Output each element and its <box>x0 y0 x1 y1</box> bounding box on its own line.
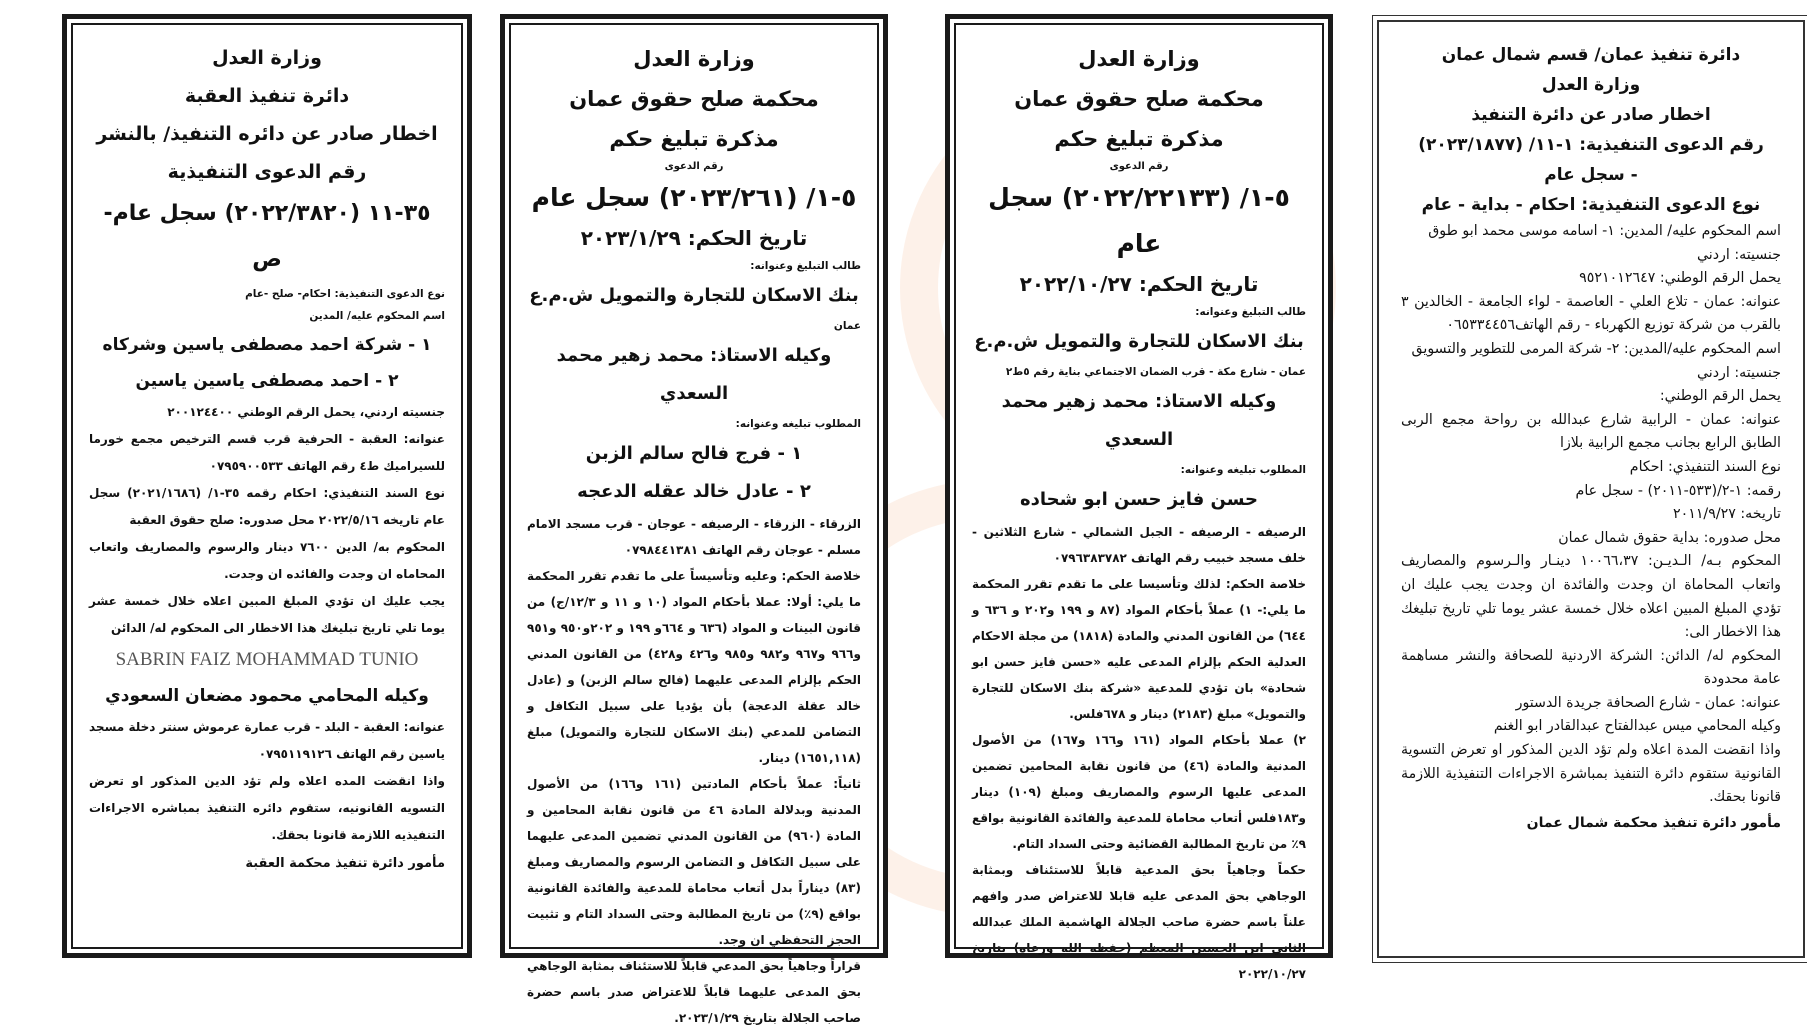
field-label: نوع الدعوى التنفيذية: احكام- صلح -عام <box>245 288 445 300</box>
notice-paragraph: جنسيته: اردني <box>1696 364 1781 381</box>
notice-heading: وزارة العدل <box>1541 75 1641 95</box>
notice-paragraph: واذا انقضت المدة اعلاه ولم تؤد الدين المذكور او تعرض التسوية القانونية ستقوم دائرة التنفيذ بمباشرة الاجراءات التنفيذية اللازمة قانونا بحقك. <box>1401 742 1781 806</box>
notice-paragraph: المحكوم له/ الدائن: الشركة الاردنية للصحافة والنشر مساهمة عامة محدودة <box>1401 647 1781 688</box>
notice-paragraph: واذا انقضت المده اعلاه ولم تؤد الدين المذكور او تعرض التسويه القانونيه، ستقوم دائره التنفيذ بمباشره الاجراءات التنفيذيه اللازمة قانونا بحقك. <box>89 774 445 842</box>
party-name: حسن فايز حسن ابو شحاده <box>1019 489 1259 510</box>
notice-paragraph: ثانياً: عملاً بأحكام المادتين (١٦١ و١٦٦) من الأصول المدنية وبدلالة المادة ٤٦ من قانون نقابة المحامين و المادة (٩٦٠) من القانون المدني تضمين المدعى عليهما على سبيل التكافل و التضامن الرسوم والمصاريف ومبلغ (٨٣) ديناراً بدل أتعاب محاماة للمدعية والفائدة القانونية بواقع (٩٪) من تاريخ المطالبة وحتى السداد التام و تثبيت الحجز التحفظي ان وجد. <box>527 777 862 947</box>
notice-paragraph: الزرقاء - الزرقاء - الرصيفه - عوجان - قرب مسجد الامام مسلم - عوجان رقم الهاتف ٠٧٩٨٤٤١٣٨١ <box>527 517 861 557</box>
notice-paragraph: جنسيته: اردني <box>1696 246 1781 263</box>
notice-heading: اخطار صادر عن دائرة التنفيذ <box>1471 105 1711 125</box>
notice-paragraph: خلاصة الحكم: وعليه وتأسيساً على ما تقدم تقرر المحكمة ما يلي: أولا: عملا بأحكام المواد (١٠ و ١١ و ١٢/٣/ج) من قانون البينات و المواد (٦٣٦ و ٦٦٤و ١٩٩ و ٢٠٢و٩٥٠ و٩٥١ و٩٦٦ و٩٦٧ و٩٨٢ و٩٨٥ و٤٢٦ و٤٢٨) من القانون المدني الحكم بإلزام المدعى عليهما (فالح سالم الزبن) و (عادل خالد عقلة الدعجة) بأن يؤديا على سبيل التكافل و التضامن للمدعي (بنك الاسكان للتجارة والتمويل) مبلغ (١٦٥١,١١٨) دينار. <box>527 569 861 765</box>
case-number: ٥-١/ (٢٠٢٢/٢٢١٣٣) سجل عام <box>988 183 1290 258</box>
notice-aqaba-execution <box>62 14 472 958</box>
notice-heading: دائرة تنفيذ العقبة <box>184 85 350 107</box>
notice-paragraph: عنوانه: عمان - الرابية شارع عبدالله بن رواحة مجمع الربى الطابق الرابع بجانب مجمع الرابية بلازا <box>1401 411 1781 452</box>
notice-paragraph: خلاصة الحكم: لذلك وتأسيسا على ما تقدم تقرر المحكمة ما يلي:- ١) عملاً بأحكام المواد (٨٧ و ١٩٩ و٢٠٢ و ٦٣٦ و ٦٤٤) من القانون المدني والمادة (١٨١٨) من مجلة الاحكام العدلية الحكم بإلزام المدعى عليه «حسن فايز حسن ابو شحادة» بان تؤدي للمدعية «شركة بنك الاسكان للتجارة والتمويل» مبلغ (٢١٨٣) دينار و ٦٧٨فلس. <box>972 577 1306 721</box>
case-number: ٣٥-١١ (٢٠٢٢/٣٨٢٠) سجل عام-ص <box>103 201 431 272</box>
signature-line: مأمور دائرة تنفيذ محكمة شمال عمان <box>1526 814 1781 831</box>
notice-heading: رقم الدعوى التنفيذية <box>167 161 367 183</box>
notice-paragraph: عنوانه: العقبة - الحرفية قرب قسم الترخيص مجمع خورما للسيراميك ط٤ رقم الهاتف ٠٧٩٥٩٠٠٥٣٣ <box>89 432 445 473</box>
notice-paragraph: عنوانه: العقبة - البلد - قرب عمارة عرموش سنتر دخلة مسجد ياسين رقم الهاتف ٠٧٩٥١١٩١٢٦ <box>89 720 445 761</box>
notice-heading: دائرة تنفيذ عمان/ قسم شمال عمان <box>1441 45 1741 65</box>
notice-paragraph: يجب عليك ان تؤدي المبلغ المبين اعلاه خلال خمسة عشر يوما تلي تاريخ تبليغك هذا الاخطار الى المحكوم له/ الدائن <box>89 594 445 635</box>
notice-heading: مذكرة تبليغ حكم <box>1054 127 1224 151</box>
notice-paragraph: حكماً وجاهياً بحق المدعية قابلاً للاستئناف وبمثابة الوجاهي بحق المدعى عليه قابلا للاعتراض صدر وافهم علناً باسم حضرة صاحب الجلالة الهاشمية الملك عبدالله الثاني ابن الحسين المعظم (حفظه الله ورعاه) بتاريخ ٢٠٢٢/١٠/٢٧ <box>972 863 1306 981</box>
notice-paragraph: تاريخه: ٢٠١١/٩/٢٧ <box>1672 506 1781 523</box>
notice-paragraph: عنوانه: عمان - تلاع العلي - العاصمة - لواء الجامعة - الخالدين ٣ بالقرب من شركة توزيع الكهرباء - رقم الهاتف٠٦٥٣٣٤٤٥٦ <box>1401 293 1781 334</box>
field-label: عمان - شارع مكة - قرب الضمان الاجتماعي بناية رقم ٥ط٢ <box>1005 366 1306 378</box>
notice-heading: وزارة العدل <box>633 47 755 71</box>
notice-paragraph: اسم المحكوم عليه/المدين: ٢- شركة المرمى للتطوير والتسويق <box>1411 340 1781 357</box>
party-name: ١ - شركة احمد مصطفى ياسين وشركاه <box>102 335 432 355</box>
notice-paragraph: جنسيته اردني، يحمل الرقم الوطني ٢٠٠١٢٤٤٠٠ <box>167 405 445 419</box>
notice-heading: - سجل عام <box>1544 165 1638 185</box>
field-label: المطلوب تبليغه وعنوانه: <box>735 418 861 430</box>
notice-paragraph: ٢) عملا بأحكام المواد (١٦١ و١٦٦ و١٦٧) من الأصول المدنية والمادة (٤٦) من قانون نقابة المحامين تضمين المدعى عليها الرسوم والمصاريف ومبلغ (١٠٩) دينار و١٨٣فلس أتعاب محاماة للمدعية والفائدة القانونية بواقع ٩٪ من تاريخ المطالبة القضائية وحتى السداد التام. <box>972 733 1306 851</box>
field-label: المطلوب تبليغه وعنوانه: <box>1180 464 1306 476</box>
notice-paragraph: نوع السند التنفيذي: احكام رقمه ٣٥-١/ (٢٠٢١/١٦٨٦) سجل عام تاريخه ٢٠٢٢/٥/١٦ محل صدوره: صلح حقوق العقبة <box>89 486 445 527</box>
notice-paragraph: قراراً وجاهياً بحق المدعي قابلاً للاستئناف بمثابة الوجاهي بحق المدعى عليهما قابلاً للاعتراض صدر باسم حضرة صاحب الجلالة بتاريخ ٢٠٢٣/١/٢٩. <box>527 959 861 1025</box>
notice-paragraph: رقمه: ١-٢/(٥٣٣-٢٠١١) - سجل عام <box>1575 482 1781 499</box>
creditor-name-latin: SABRIN FAIZ MOHAMMAD TUNIO <box>115 649 419 670</box>
party-name: بنك الاسكان للتجارة والتمويل ش.م.ع <box>974 331 1304 352</box>
party-name: وكيله الاستاذ: محمد زهير محمد السعدي <box>1001 391 1277 450</box>
party-name: وكيله المحامي محمود مضعان السعودي <box>105 686 429 706</box>
notice-paragraph: يحمل الرقم الوطني: ٩٥٢١٠١٢٦٤٧ <box>1579 270 1781 287</box>
notice-heading: نوع الدعوى التنفيذية: احكام - بداية - عام <box>1421 195 1761 215</box>
party-name: بنك الاسكان للتجارة والتمويل ش.م.ع <box>529 285 859 306</box>
party-name: وكيله الاستاذ: محمد زهير محمد السعدي <box>556 345 832 404</box>
notice-paragraph: يحمل الرقم الوطني: <box>1659 388 1781 405</box>
notice-heading: وزارة العدل <box>212 47 322 69</box>
notice-paragraph: المحكوم به/ الدين ٧٦٠٠ دينار والرسوم والمصاريف واتعاب المحاماه ان وجدت والفائده ان وجدت. <box>89 540 445 581</box>
party-name: ٢ - عادل خالد عقله الدعجه <box>577 481 811 502</box>
notice-paragraph: نوع السند التنفيذي: احكام <box>1629 458 1781 475</box>
notice-north-amman-execution <box>1377 20 1805 958</box>
field-label: اسم المحكوم عليه/ المدين <box>309 310 445 322</box>
notice-paragraph: اسم المحكوم عليه/ المدين: ١- اسامه موسى محمد ابو طوق <box>1428 223 1781 239</box>
signature-line: مأمور دائرة تنفيذ محكمة العقبة <box>245 856 445 871</box>
notice-paragraph: عنوانه: عمان - شارع الصحافة جريدة الدستور <box>1515 694 1781 711</box>
notice-heading: اخطار صادر عن دائره التنفيذ/ بالنشر <box>96 123 438 145</box>
notice-judgment-2023-261 <box>500 14 888 1025</box>
notice-paragraph: الرصيفه - الرصيفه - الجبل الشمالي - شارع الثلاثين - خلف مسجد خبيب رقم الهاتف ٠٧٩٦٣٨٣٧٨٢ <box>972 525 1306 565</box>
party-name: ٢ - احمد مصطفى ياسين ياسين <box>135 371 399 391</box>
field-label: عمان <box>833 320 861 332</box>
notice-paragraph: محل صدوره: بداية حقوق شمال عمان <box>1558 529 1781 546</box>
case-number: ٥-١/ (٢٠٢٣/٢٦١) سجل عام <box>531 183 857 212</box>
notice-heading: مذكرة تبليغ حكم <box>609 127 779 151</box>
judgment-date: تاريخ الحكم: ٢٠٢٣/١/٢٩ <box>580 226 808 250</box>
case-number-label: رقم الدعوى <box>1109 161 1169 172</box>
party-name: ١ - فرج فالح سالم الزبن <box>585 443 803 464</box>
notice-paragraph: المحكوم بـه/ الـديـن: ١٠٠٦٦،٣٧ دينـار والـرسوم والمصاريف واتعاب المحاماة ان وجدت والفائدة ان وجدت يجب عليك ان تؤدي المبلغ المبين اعلاه خلال خمسة عشر يوما تلي تاريخ تبليغك هذا الاخطار الى: <box>1401 553 1781 641</box>
field-label: طالب التبليغ وعنوانه: <box>750 260 861 272</box>
field-label: طالب التبليغ وعنوانه: <box>1195 306 1306 318</box>
notice-heading: وزارة العدل <box>1078 47 1200 71</box>
notice-judgment-2022-22133 <box>945 14 1333 981</box>
judgment-date: تاريخ الحكم: ٢٠٢٢/١٠/٢٧ <box>1019 272 1259 296</box>
notice-heading: محكمة صلح حقوق عمان <box>569 87 819 111</box>
case-number-label: رقم الدعوى <box>664 161 724 172</box>
notice-paragraph: وكيله المحامي ميس عبدالفتاح عبدالقادر ابو الغنم <box>1493 718 1781 735</box>
notice-heading: رقم الدعوى التنفيذية: ١-١١/ (٢٠٢٣/١٨٧٧) <box>1418 135 1764 155</box>
notice-heading: محكمة صلح حقوق عمان <box>1014 87 1264 111</box>
